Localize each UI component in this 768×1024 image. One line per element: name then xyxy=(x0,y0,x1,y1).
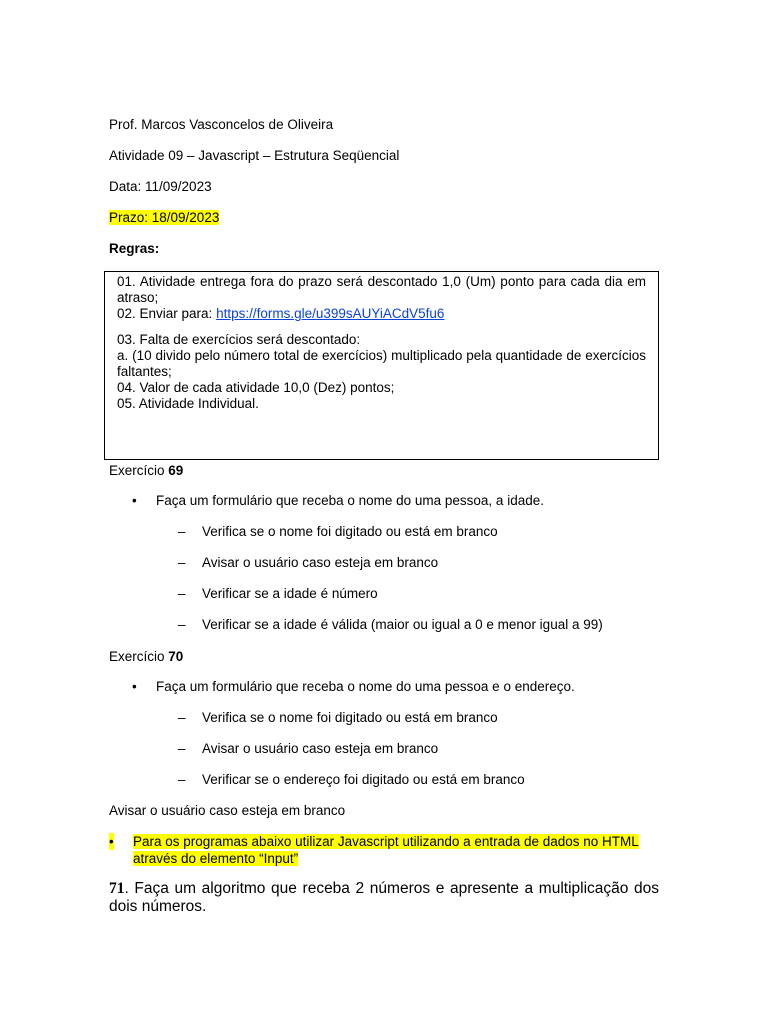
rule-03a: a. (10 divido pelo número total de exercícios) multiplicado pela quantidade de exercícios faltantes; xyxy=(117,348,646,379)
exercise-69-item-text: Avisar o usuário caso esteja em branco xyxy=(202,555,439,570)
rules-heading: Regras: xyxy=(109,241,160,256)
rule-04: 04. Valor de cada atividade 10,0 (Dez) pontos; xyxy=(117,380,395,395)
exercise-70-item-text: Avisar o usuário caso esteja em branco xyxy=(202,741,439,756)
rule-01: 01. Atividade entrega fora do prazo será descontado 1,0 (Um) ponto para cada dia em atraso; xyxy=(117,274,646,305)
exercise-70-after-text: Avisar o usuário caso esteja em branco xyxy=(109,803,346,818)
dash-icon: – xyxy=(178,555,186,570)
dash-icon: – xyxy=(178,741,186,756)
javascript-note xyxy=(109,833,659,867)
rule-02 xyxy=(117,306,646,322)
exercise-71-number: 71 xyxy=(109,880,125,897)
dash-icon: – xyxy=(178,617,186,632)
exercise-69-heading xyxy=(109,462,183,480)
rule-05: 05. Atividade Individual. xyxy=(117,396,259,411)
dash-icon: – xyxy=(178,524,186,539)
dash-icon: – xyxy=(178,710,186,725)
note-text xyxy=(133,833,659,867)
exercise-70-number: 70 xyxy=(168,649,184,664)
exercise-69-item-text: Verifica se o nome foi digitado ou está em branco xyxy=(202,524,498,539)
rules-box xyxy=(104,271,659,460)
bullet-icon: • xyxy=(109,834,114,849)
exercise-70-bullet-text: Faça um formulário que receba o nome do uma pessoa e o endereço. xyxy=(156,679,575,694)
exercise-69-label: Exercício xyxy=(109,463,169,478)
forms-link[interactable]: https://forms.gle/u399sAUYiACdV5fu6 xyxy=(216,306,445,321)
rule-03: 03. Falta de exercícios será descontado: xyxy=(117,332,361,347)
bullet-icon: • xyxy=(132,679,137,694)
rules-gap xyxy=(117,322,646,332)
note-line-2: através do elemento “Input” xyxy=(133,851,299,866)
professor-name: Prof. Marcos Vasconcelos de Oliveira xyxy=(109,117,334,132)
activity-title: Atividade 09 – Javascript – Estrutura Seqüencial xyxy=(109,148,400,163)
exercise-70-heading xyxy=(109,648,183,666)
rule-02-label: 02. Enviar para: xyxy=(117,306,217,321)
activity-date: Data: 11/09/2023 xyxy=(109,179,212,194)
note-line-1: Para os programas abaixo utilizar Javascript utilizando a entrada de dados no HTML xyxy=(133,834,639,849)
exercise-69-item-text: Verificar se a idade é válida (maior ou igual a 0 e menor igual a 99) xyxy=(202,617,603,632)
deadline xyxy=(109,209,219,227)
exercise-70-item-text: Verificar se o endereço foi digitado ou está em branco xyxy=(202,772,525,787)
exercise-70-label: Exercício xyxy=(109,649,169,664)
bullet-icon: • xyxy=(132,493,137,508)
dash-icon: – xyxy=(178,586,186,601)
exercise-69-number: 69 xyxy=(168,463,184,478)
exercise-69-bullet-text: Faça um formulário que receba o nome do uma pessoa, a idade. xyxy=(156,493,544,508)
deadline-text: Prazo: 18/09/2023 xyxy=(109,210,220,225)
exercise-70-item-text: Verifica se o nome foi digitado ou está em branco xyxy=(202,710,498,725)
exercise-69-item-text: Verificar se a idade é número xyxy=(202,586,378,601)
exercise-71-text: . Faça um algoritmo que receba 2 números e apresente a multiplicação dos dois números. xyxy=(109,880,659,915)
dash-icon: – xyxy=(178,772,186,787)
exercise-71 xyxy=(109,880,659,916)
